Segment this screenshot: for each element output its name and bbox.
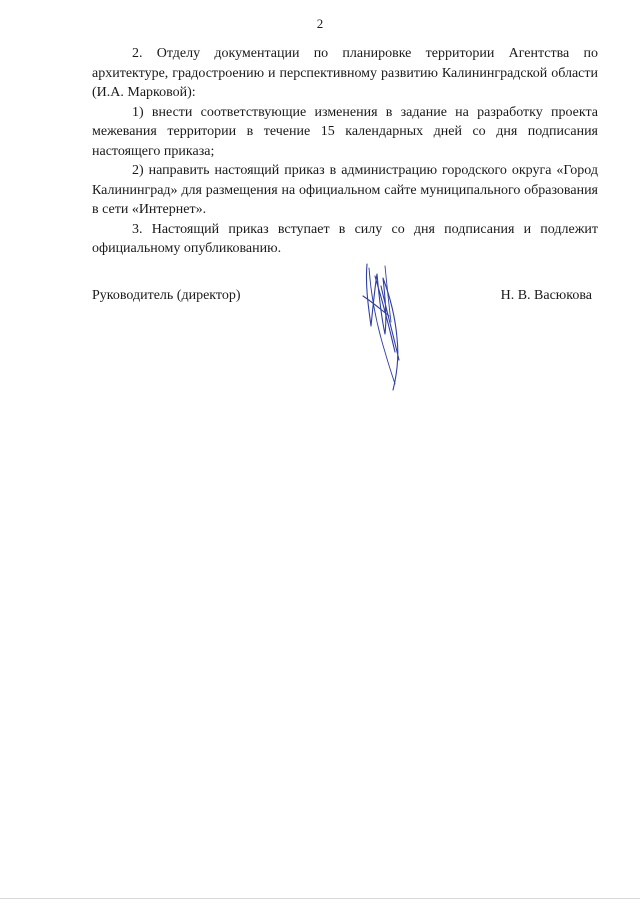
paragraph-subitem-1: 1) внести соответствующие изменения в задание на разработку проекта межевания территории в течение 15 календарных дней со дня подписания настоящего приказа; bbox=[92, 104, 598, 159]
paragraph-item-3: 3. Настоящий приказ вступает в силу со дня подписания и подлежит официальному опубликованию. bbox=[92, 221, 598, 256]
signatory-name: Н. В. Васюкова bbox=[500, 288, 592, 303]
scan-edge-line bbox=[0, 898, 640, 899]
paragraph-item-2: 2. Отделу документации по планировке территории Агентства по архитектуре, градостроению и перспективному развитию Калининградской области (И.А. Марковой): bbox=[92, 46, 598, 100]
paragraph-subitem-2: 2) направить настоящий приказ в администрацию городского округа «Город Калининград» для размещения на официальном сайте муниципального образования в сети «Интернет». bbox=[92, 163, 598, 217]
document-body bbox=[92, 44, 598, 259]
page-number: 2 bbox=[316, 16, 324, 31]
signatory-title: Руководитель (директор) bbox=[92, 288, 241, 303]
signature-block bbox=[92, 288, 598, 308]
handwritten-signature bbox=[355, 256, 415, 396]
